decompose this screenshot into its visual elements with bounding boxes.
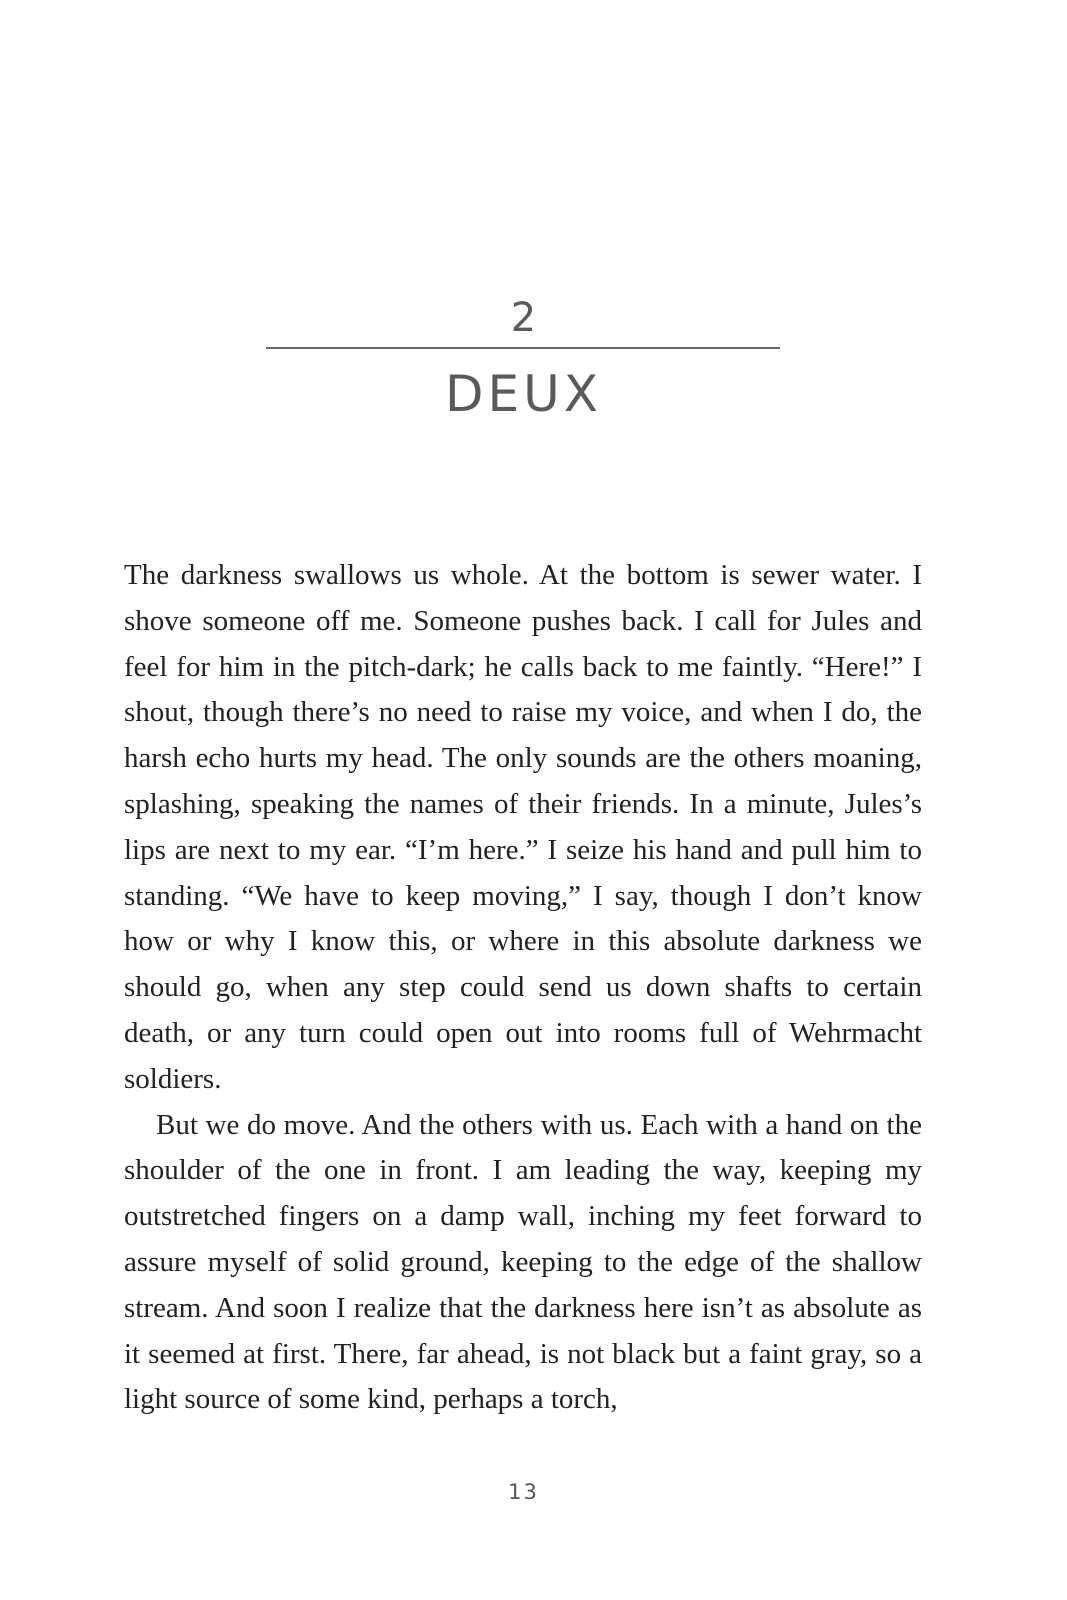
body-text (124, 553, 922, 1423)
page-number: 13 (508, 1480, 539, 1504)
paragraph: The darkness swallows us whole. At the bottom is sewer water. I shove someone off me. Someone pushes back. I call for Jules and feel for him in the pitch-dark; he calls back to me faintly. “Here!” I shout, though there’s no need to raise my voice, and when I do, the harsh echo hurts my head. The only sounds are the others moaning, splashing, speaking the names of their friends. In a minute, Jules’s lips are next to my ear. “I’m here.” I seize his hand and pull him to standing. “We have to keep moving,” I say, though I don’t know how or why I know this, or where in this absolute darkness we should go, when any step could send us down shafts to certain death, or any turn could open out into rooms full of Wehrmacht soldiers. (124, 559, 922, 1095)
chapter-title: DEUX (445, 365, 602, 423)
chapter-divider (266, 347, 780, 349)
paragraph: But we do move. And the others with us. Each with a hand on the shoulder of the one in front. I am leading the way, keeping my outstretched fingers on a damp wall, inching my feet forward to assure myself of solid ground, keeping to the edge of the shallow stream. And soon I realize that the darkness here isn’t as absolute as it seemed at first. There, far ahead, is not black but a faint gray, so a light source of some kind, perhaps a torch, (124, 1108, 922, 1416)
chapter-number: 2 (510, 295, 537, 341)
